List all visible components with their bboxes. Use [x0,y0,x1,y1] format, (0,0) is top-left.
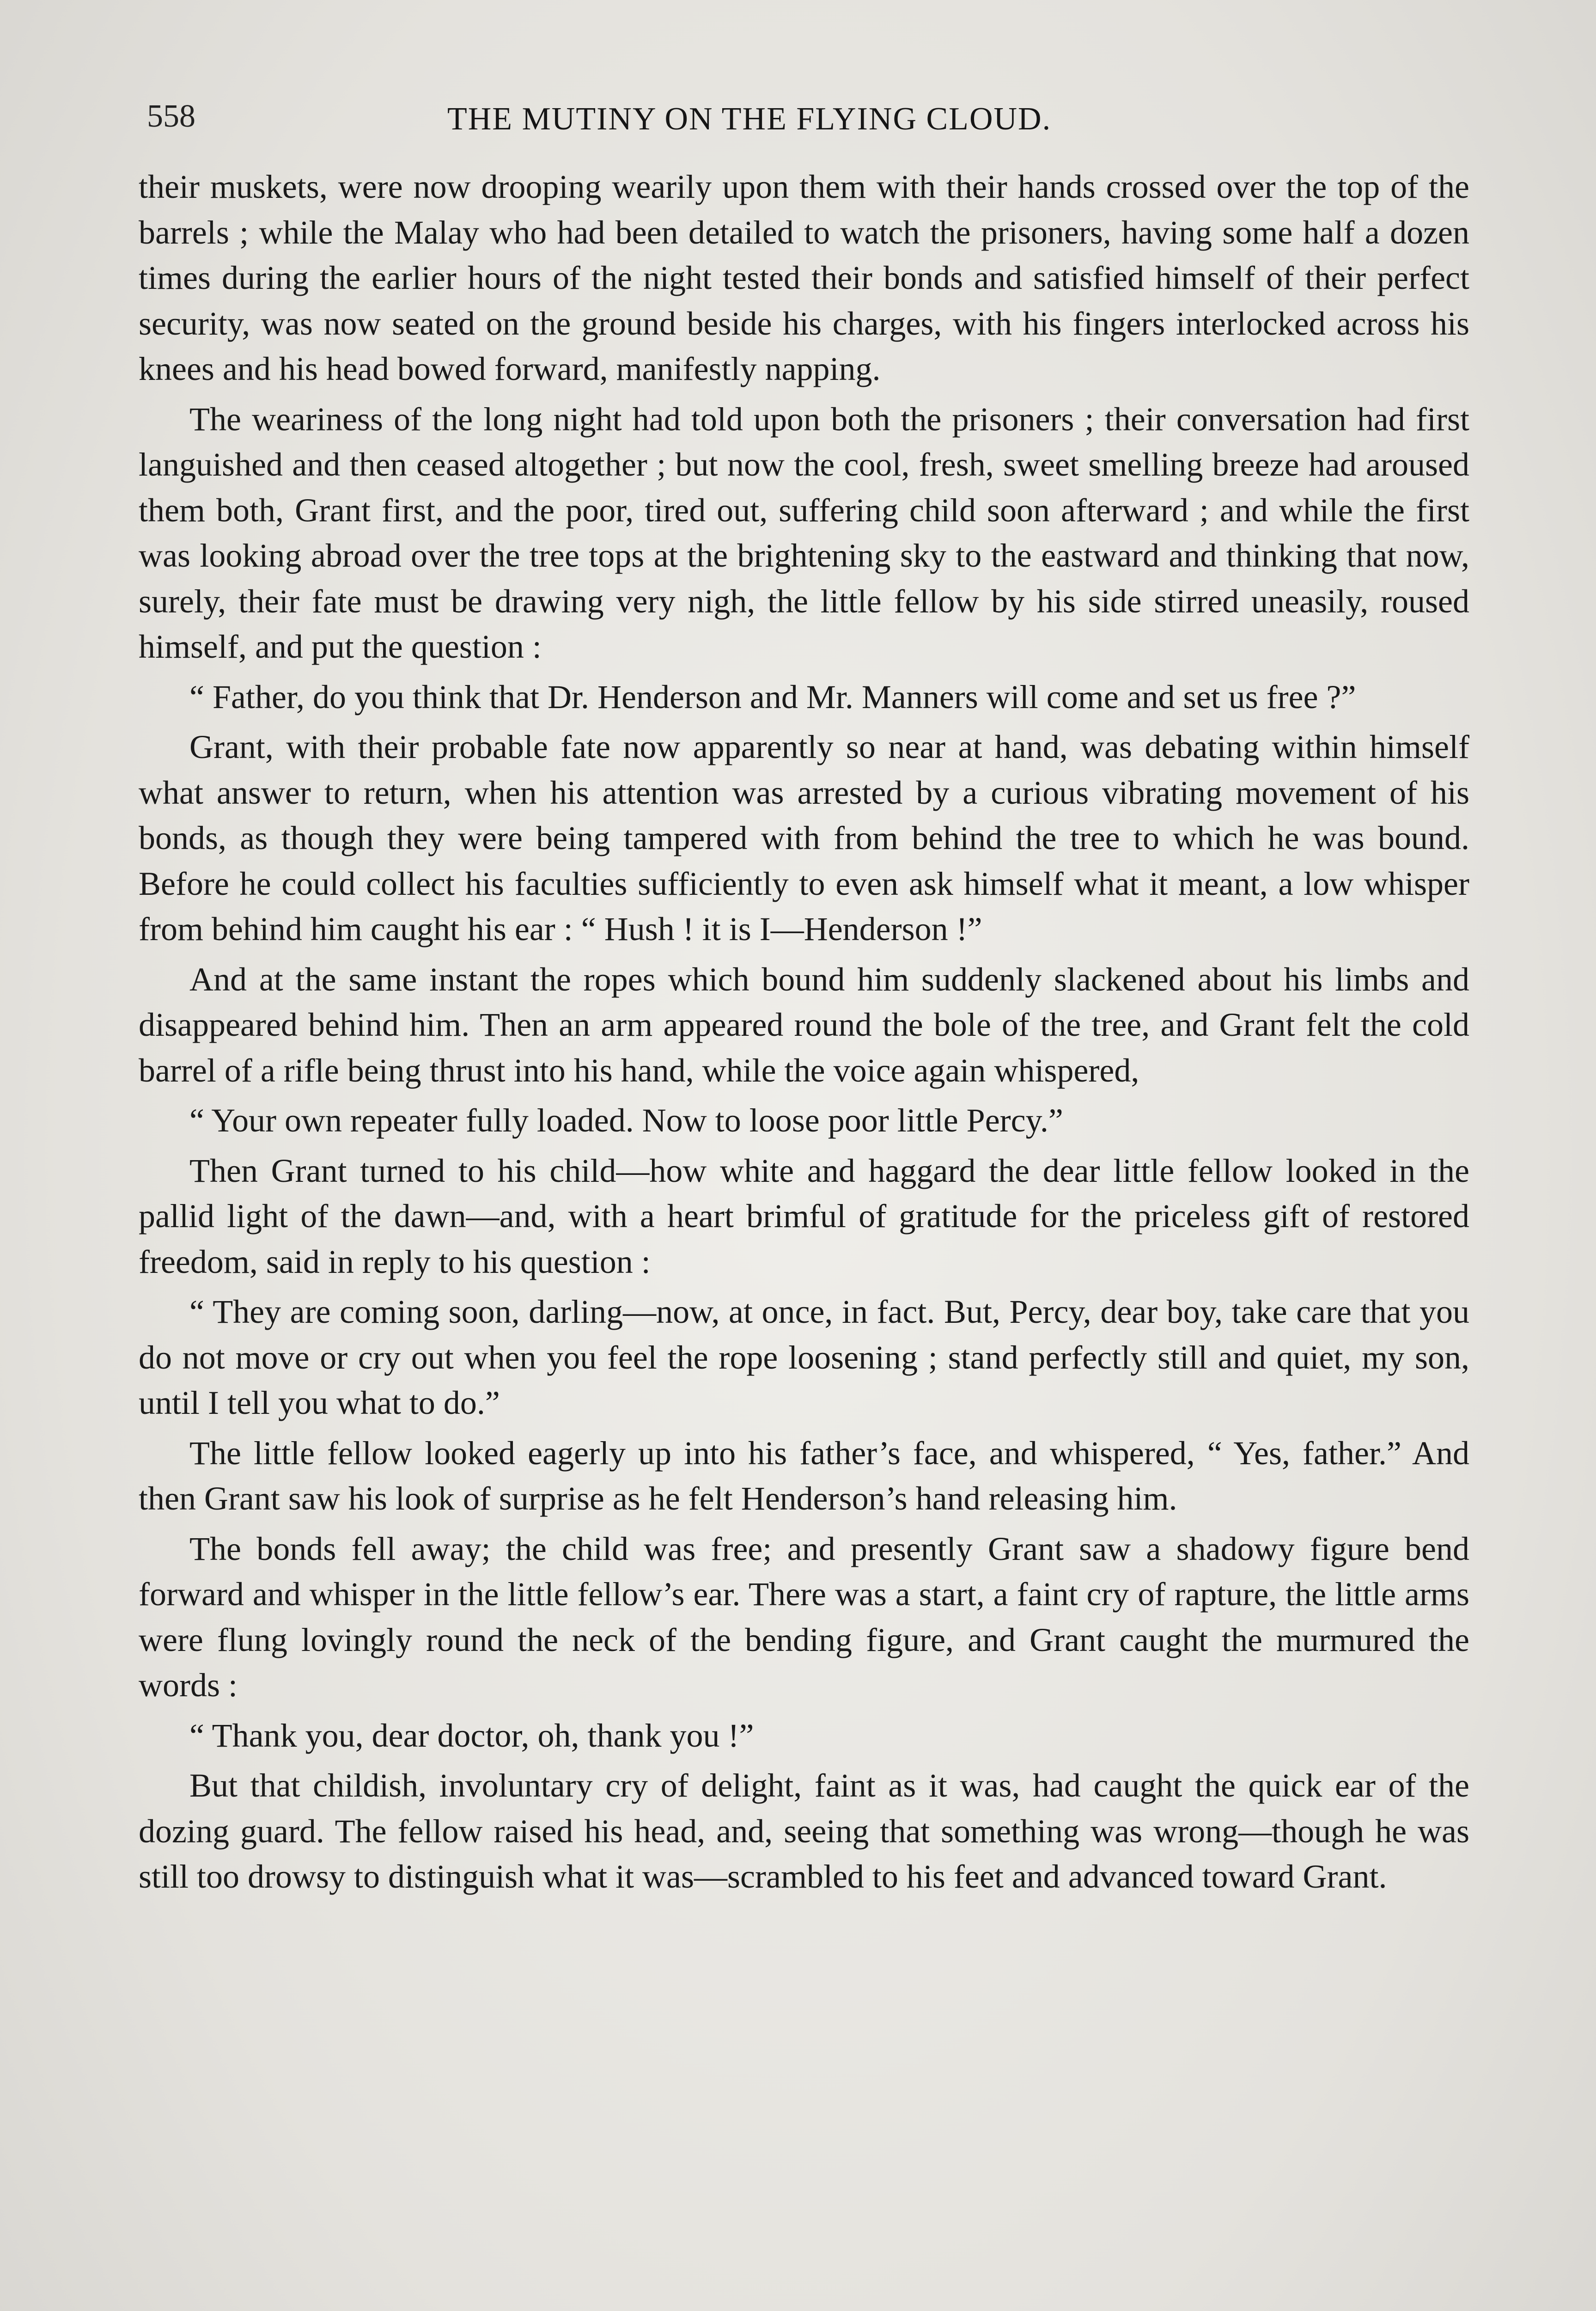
page-header [147,92,1468,148]
paragraph-7: Then Grant turned to his child—how white and haggard the dear little fellow looked in the pallid light of the dawn—and, with a heart brimful of gratitude for the priceless gift of restored freedom, said in reply to his question : [139,1152,1469,1280]
body-text [139,164,1469,1900]
paragraph-5: And at the same instant the ropes which bound him suddenly slackened about his limbs and disappeared behind him. Then an arm appeared round the bole of the tree, and Grant felt the cold barrel of a rifle being thrust into his hand, while the voice again whispered, [139,960,1469,1089]
page-number: 558 [147,98,195,134]
paragraph-4: Grant, with their probable fate now apparently so near at hand, was debating within himself what answer to return, when his attention was arrested by a curious vibrating movement of his bonds, as though they were being tampered with from behind the tree to which he was bound. Before he could collect his faculties sufficiently to even ask himself what it meant, a low whisper from behind him caught his ear : “ Hush ! it is I—Henderson !” [139,728,1469,948]
paragraph-12: But that childish, involuntary cry of delight, faint as it was, had caught the quick ear of the dozing guard. The fellow raised his head, and, seeing that something was wrong—though he was still too drowsy to distinguish what it was—scrambled to his feet and advanced toward Grant. [139,1767,1469,1895]
paragraph-1: their muskets, were now drooping wearily upon them with their hands crossed over the top of the barrels ; while the Malay who had been detailed to watch the prisoners, having some half a dozen times during the earlier hours of the night tested their bonds and satisfied himself of their perfect security, was now seated on the ground beside his charges, with his fingers interlocked across his knees and his head bowed forward, manifestly napping. [139,168,1469,387]
paragraph-9: The little fellow looked eagerly up into his father’s face, and whispered, “ Yes, father.” And then Grant saw his look of surprise as he felt Henderson’s hand releasing him. [139,1434,1469,1517]
paragraph-6: “ Your own repeater fully loaded. Now to loose poor little Percy.” [189,1102,1063,1139]
paragraph-11: “ Thank you, dear doctor, oh, thank you !” [189,1717,754,1754]
running-title: THE MUTINY ON THE FLYING CLOUD. [447,101,1052,137]
paragraph-10: The bonds fell away; the child was free; and presently Grant saw a shadowy figure bend forward and whisper in the little fellow’s ear. There was a start, a faint cry of rapture, the little arms were flung lovingly round the neck of the bending figure, and Grant caught the murmured the words : [139,1530,1469,1704]
paragraph-2: The weariness of the long night had told upon both the prisoners ; their conversation had first languished and then ceased altogether ; but now the cool, fresh, sweet smelling breeze had aroused them both, Grant first, and the poor, tired out, suffering child soon afterward ; and while the first was looking abroad over the tree tops at the brightening sky to the eastward and thinking that now, surely, their fate must be drawing very nigh, the little fellow by his side stirred uneasily, roused himself, and put the question : [139,400,1469,665]
paragraph-3: “ Father, do you think that Dr. Henderson and Mr. Manners will come and set us free ?” [189,678,1356,715]
paragraph-8: “ They are coming soon, darling—now, at once, in fact. But, Percy, dear boy, take care that you do not move or cry out when you feel the rope loosening ; stand perfectly still and quiet, my son, until I tell you what to do.” [139,1293,1469,1421]
